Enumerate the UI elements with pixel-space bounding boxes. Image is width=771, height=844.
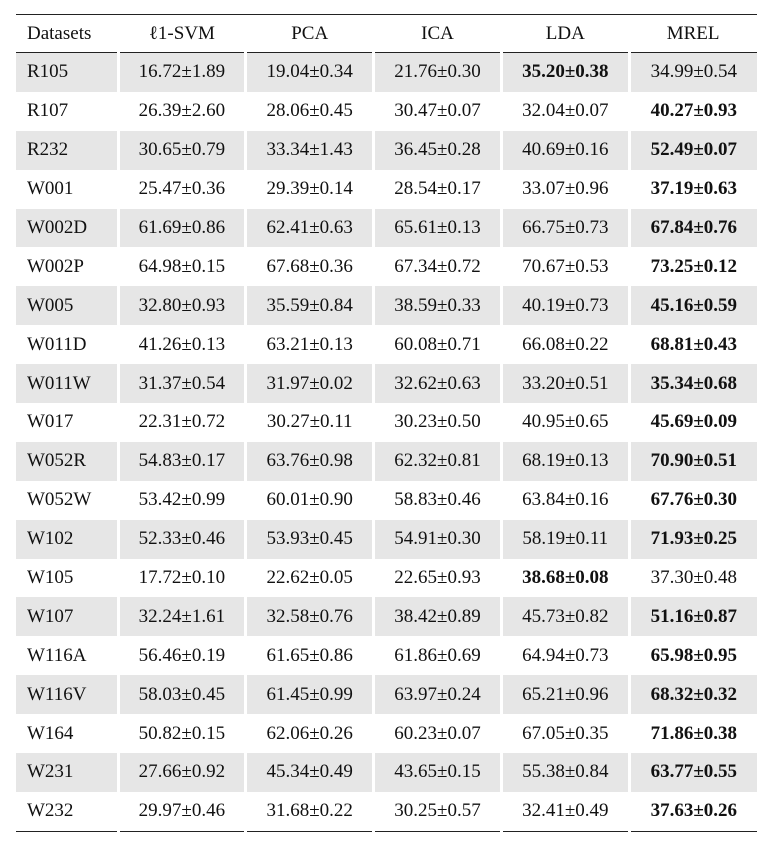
value-cell-l1-svm: 30.65±0.79 <box>118 131 246 170</box>
value-cell-mrel: 37.19±0.63 <box>629 170 757 209</box>
value-cell-pca: 63.76±0.98 <box>246 442 374 481</box>
value-cell-lda: 33.07±0.96 <box>501 170 629 209</box>
value-cell-pca: 33.34±1.43 <box>246 131 374 170</box>
table-header <box>16 15 757 53</box>
value-cell-pca: 61.45±0.99 <box>246 675 374 714</box>
value-cell-lda: 45.73±0.82 <box>501 597 629 636</box>
table-row <box>16 286 757 325</box>
column-header-mrel: MREL <box>666 22 720 44</box>
table-row <box>16 675 757 714</box>
table-row <box>16 520 757 559</box>
value-cell-l1-svm: 58.03±0.45 <box>118 675 246 714</box>
value-cell-pca: 53.93±0.45 <box>246 520 374 559</box>
value-cell-l1-svm: 17.72±0.10 <box>118 559 246 598</box>
value-cell-ica: 58.83±0.46 <box>374 481 502 520</box>
value-cell-lda: 64.94±0.73 <box>501 636 629 675</box>
value-cell-ica: 36.45±0.28 <box>374 131 502 170</box>
value-cell-pca: 19.04±0.34 <box>246 53 374 92</box>
value-cell-lda: 65.21±0.96 <box>501 675 629 714</box>
value-cell-ica: 60.08±0.71 <box>374 325 502 364</box>
dataset-name-cell: W011D <box>27 333 87 355</box>
dataset-name-cell: W002D <box>16 209 118 248</box>
value-cell-ica: 43.65±0.15 <box>374 753 502 792</box>
column-header-datasets: Datasets <box>27 22 92 44</box>
value-cell-ica: 21.76±0.30 <box>374 53 502 92</box>
value-cell-l1-svm: 26.39±2.60 <box>118 92 246 131</box>
value-cell-mrel: 68.32±0.32 <box>629 675 757 714</box>
value-cell-pca: 67.68±0.36 <box>246 247 374 286</box>
value-cell-lda: 33.20±0.51 <box>501 364 629 403</box>
dataset-name-cell: W005 <box>16 286 118 325</box>
value-cell-l1-svm: 29.97±0.46 <box>118 792 246 831</box>
value-cell-l1-svm: 31.37±0.54 <box>118 364 246 403</box>
value-cell-l1-svm: 32.24±1.61 <box>118 597 246 636</box>
value-cell-ica: 38.42±0.89 <box>374 597 502 636</box>
value-cell-mrel: 71.86±0.38 <box>629 714 757 753</box>
value-cell-pca: 63.21±0.13 <box>246 325 374 364</box>
value-cell-pca: 62.06±0.26 <box>246 714 374 753</box>
value-cell-l1-svm: 16.72±1.89 <box>118 53 246 92</box>
header-row <box>16 15 757 53</box>
table-row <box>16 364 757 403</box>
table-row <box>16 325 757 364</box>
value-cell-lda: 35.20±0.38 <box>501 53 629 92</box>
value-cell-pca: 32.58±0.76 <box>246 597 374 636</box>
value-cell-mrel: 37.30±0.48 <box>629 559 757 598</box>
value-cell-ica: 22.65±0.93 <box>374 559 502 598</box>
value-cell-mrel: 45.69±0.09 <box>629 403 757 442</box>
table-row <box>16 53 757 92</box>
dataset-name-cell: W164 <box>27 722 74 744</box>
value-cell-ica: 28.54±0.17 <box>374 170 502 209</box>
table-row <box>16 636 757 675</box>
value-cell-l1-svm: 25.47±0.36 <box>118 170 246 209</box>
value-cell-ica: 30.23±0.50 <box>374 403 502 442</box>
value-cell-l1-svm: 54.83±0.17 <box>118 442 246 481</box>
value-cell-ica: 30.25±0.57 <box>374 792 502 831</box>
value-cell-pca: 31.68±0.22 <box>246 792 374 831</box>
value-cell-l1-svm: 64.98±0.15 <box>118 247 246 286</box>
value-cell-l1-svm: 56.46±0.19 <box>118 636 246 675</box>
value-cell-lda: 63.84±0.16 <box>501 481 629 520</box>
results-table <box>16 14 757 832</box>
dataset-name-cell: W232 <box>27 800 74 822</box>
value-cell-lda: 70.67±0.53 <box>501 247 629 286</box>
value-cell-pca: 61.65±0.86 <box>246 636 374 675</box>
value-cell-ica: 62.32±0.81 <box>374 442 502 481</box>
dataset-name-cell: W107 <box>16 597 118 636</box>
value-cell-lda: 66.08±0.22 <box>501 325 629 364</box>
value-cell-l1-svm: 50.82±0.15 <box>118 714 246 753</box>
value-cell-ica: 63.97±0.24 <box>374 675 502 714</box>
value-cell-lda: 40.69±0.16 <box>501 131 629 170</box>
table-row <box>16 481 757 520</box>
value-cell-lda: 67.05±0.35 <box>501 714 629 753</box>
value-cell-mrel: 67.84±0.76 <box>629 209 757 248</box>
value-cell-mrel: 71.93±0.25 <box>629 520 757 559</box>
value-cell-ica: 54.91±0.30 <box>374 520 502 559</box>
dataset-name-cell: W052R <box>16 442 118 481</box>
value-cell-lda: 55.38±0.84 <box>501 753 629 792</box>
value-cell-ica: 67.34±0.72 <box>374 247 502 286</box>
value-cell-lda: 32.41±0.49 <box>501 792 629 831</box>
value-cell-l1-svm: 61.69±0.86 <box>118 209 246 248</box>
value-cell-mrel: 63.77±0.55 <box>629 753 757 792</box>
value-cell-mrel: 65.98±0.95 <box>629 636 757 675</box>
table-row <box>16 170 757 209</box>
column-header-ica: ICA <box>421 22 454 44</box>
value-cell-mrel: 70.90±0.51 <box>629 442 757 481</box>
column-header-lda: LDA <box>545 22 585 44</box>
value-cell-mrel: 37.63±0.26 <box>629 792 757 831</box>
table-row <box>16 714 757 753</box>
results-table-container <box>16 14 757 832</box>
dataset-name-cell: W116A <box>27 644 87 666</box>
table-row <box>16 92 757 131</box>
value-cell-mrel: 34.99±0.54 <box>629 53 757 92</box>
value-cell-mrel: 35.34±0.68 <box>629 364 757 403</box>
dataset-name-cell: R107 <box>27 100 69 122</box>
value-cell-ica: 32.62±0.63 <box>374 364 502 403</box>
table-body <box>16 53 757 832</box>
dataset-name-cell: R232 <box>16 131 118 170</box>
value-cell-pca: 60.01±0.90 <box>246 481 374 520</box>
table-row <box>16 792 757 831</box>
value-cell-ica: 61.86±0.69 <box>374 636 502 675</box>
dataset-name-cell: W231 <box>16 753 118 792</box>
table-row <box>16 247 757 286</box>
column-header-pca: PCA <box>291 22 329 44</box>
value-cell-l1-svm: 32.80±0.93 <box>118 286 246 325</box>
dataset-name-cell: W105 <box>27 567 74 589</box>
table-row <box>16 559 757 598</box>
value-cell-lda: 32.04±0.07 <box>501 92 629 131</box>
value-cell-l1-svm: 27.66±0.92 <box>118 753 246 792</box>
table-row <box>16 753 757 792</box>
value-cell-pca: 28.06±0.45 <box>246 92 374 131</box>
value-cell-lda: 40.19±0.73 <box>501 286 629 325</box>
table-row <box>16 209 757 248</box>
dataset-name-cell: W011W <box>16 364 118 403</box>
value-cell-l1-svm: 22.31±0.72 <box>118 403 246 442</box>
dataset-name-cell: W052W <box>27 489 92 511</box>
value-cell-l1-svm: 52.33±0.46 <box>118 520 246 559</box>
value-cell-mrel: 68.81±0.43 <box>629 325 757 364</box>
value-cell-mrel: 52.49±0.07 <box>629 131 757 170</box>
value-cell-lda: 58.19±0.11 <box>501 520 629 559</box>
value-cell-mrel: 73.25±0.12 <box>629 247 757 286</box>
value-cell-pca: 35.59±0.84 <box>246 286 374 325</box>
dataset-name-cell: R105 <box>16 53 118 92</box>
value-cell-mrel: 67.76±0.30 <box>629 481 757 520</box>
value-cell-pca: 22.62±0.05 <box>246 559 374 598</box>
table-row <box>16 442 757 481</box>
dataset-name-cell: W002P <box>27 255 84 277</box>
value-cell-lda: 68.19±0.13 <box>501 442 629 481</box>
table-row <box>16 597 757 636</box>
dataset-name-cell: W102 <box>16 520 118 559</box>
value-cell-ica: 30.47±0.07 <box>374 92 502 131</box>
value-cell-lda: 38.68±0.08 <box>501 559 629 598</box>
value-cell-ica: 38.59±0.33 <box>374 286 502 325</box>
table-row <box>16 131 757 170</box>
value-cell-pca: 31.97±0.02 <box>246 364 374 403</box>
column-header-l1-svm: ℓ1-SVM <box>148 22 215 44</box>
value-cell-pca: 30.27±0.11 <box>246 403 374 442</box>
value-cell-mrel: 45.16±0.59 <box>629 286 757 325</box>
value-cell-ica: 65.61±0.13 <box>374 209 502 248</box>
value-cell-lda: 66.75±0.73 <box>501 209 629 248</box>
dataset-name-cell: W001 <box>27 178 74 200</box>
value-cell-pca: 45.34±0.49 <box>246 753 374 792</box>
value-cell-pca: 29.39±0.14 <box>246 170 374 209</box>
value-cell-lda: 40.95±0.65 <box>501 403 629 442</box>
value-cell-l1-svm: 53.42±0.99 <box>118 481 246 520</box>
dataset-name-cell: W116V <box>16 675 118 714</box>
dataset-name-cell: W017 <box>27 411 74 433</box>
table-row <box>16 403 757 442</box>
value-cell-l1-svm: 41.26±0.13 <box>118 325 246 364</box>
value-cell-mrel: 51.16±0.87 <box>629 597 757 636</box>
value-cell-pca: 62.41±0.63 <box>246 209 374 248</box>
value-cell-mrel: 40.27±0.93 <box>629 92 757 131</box>
value-cell-ica: 60.23±0.07 <box>374 714 502 753</box>
